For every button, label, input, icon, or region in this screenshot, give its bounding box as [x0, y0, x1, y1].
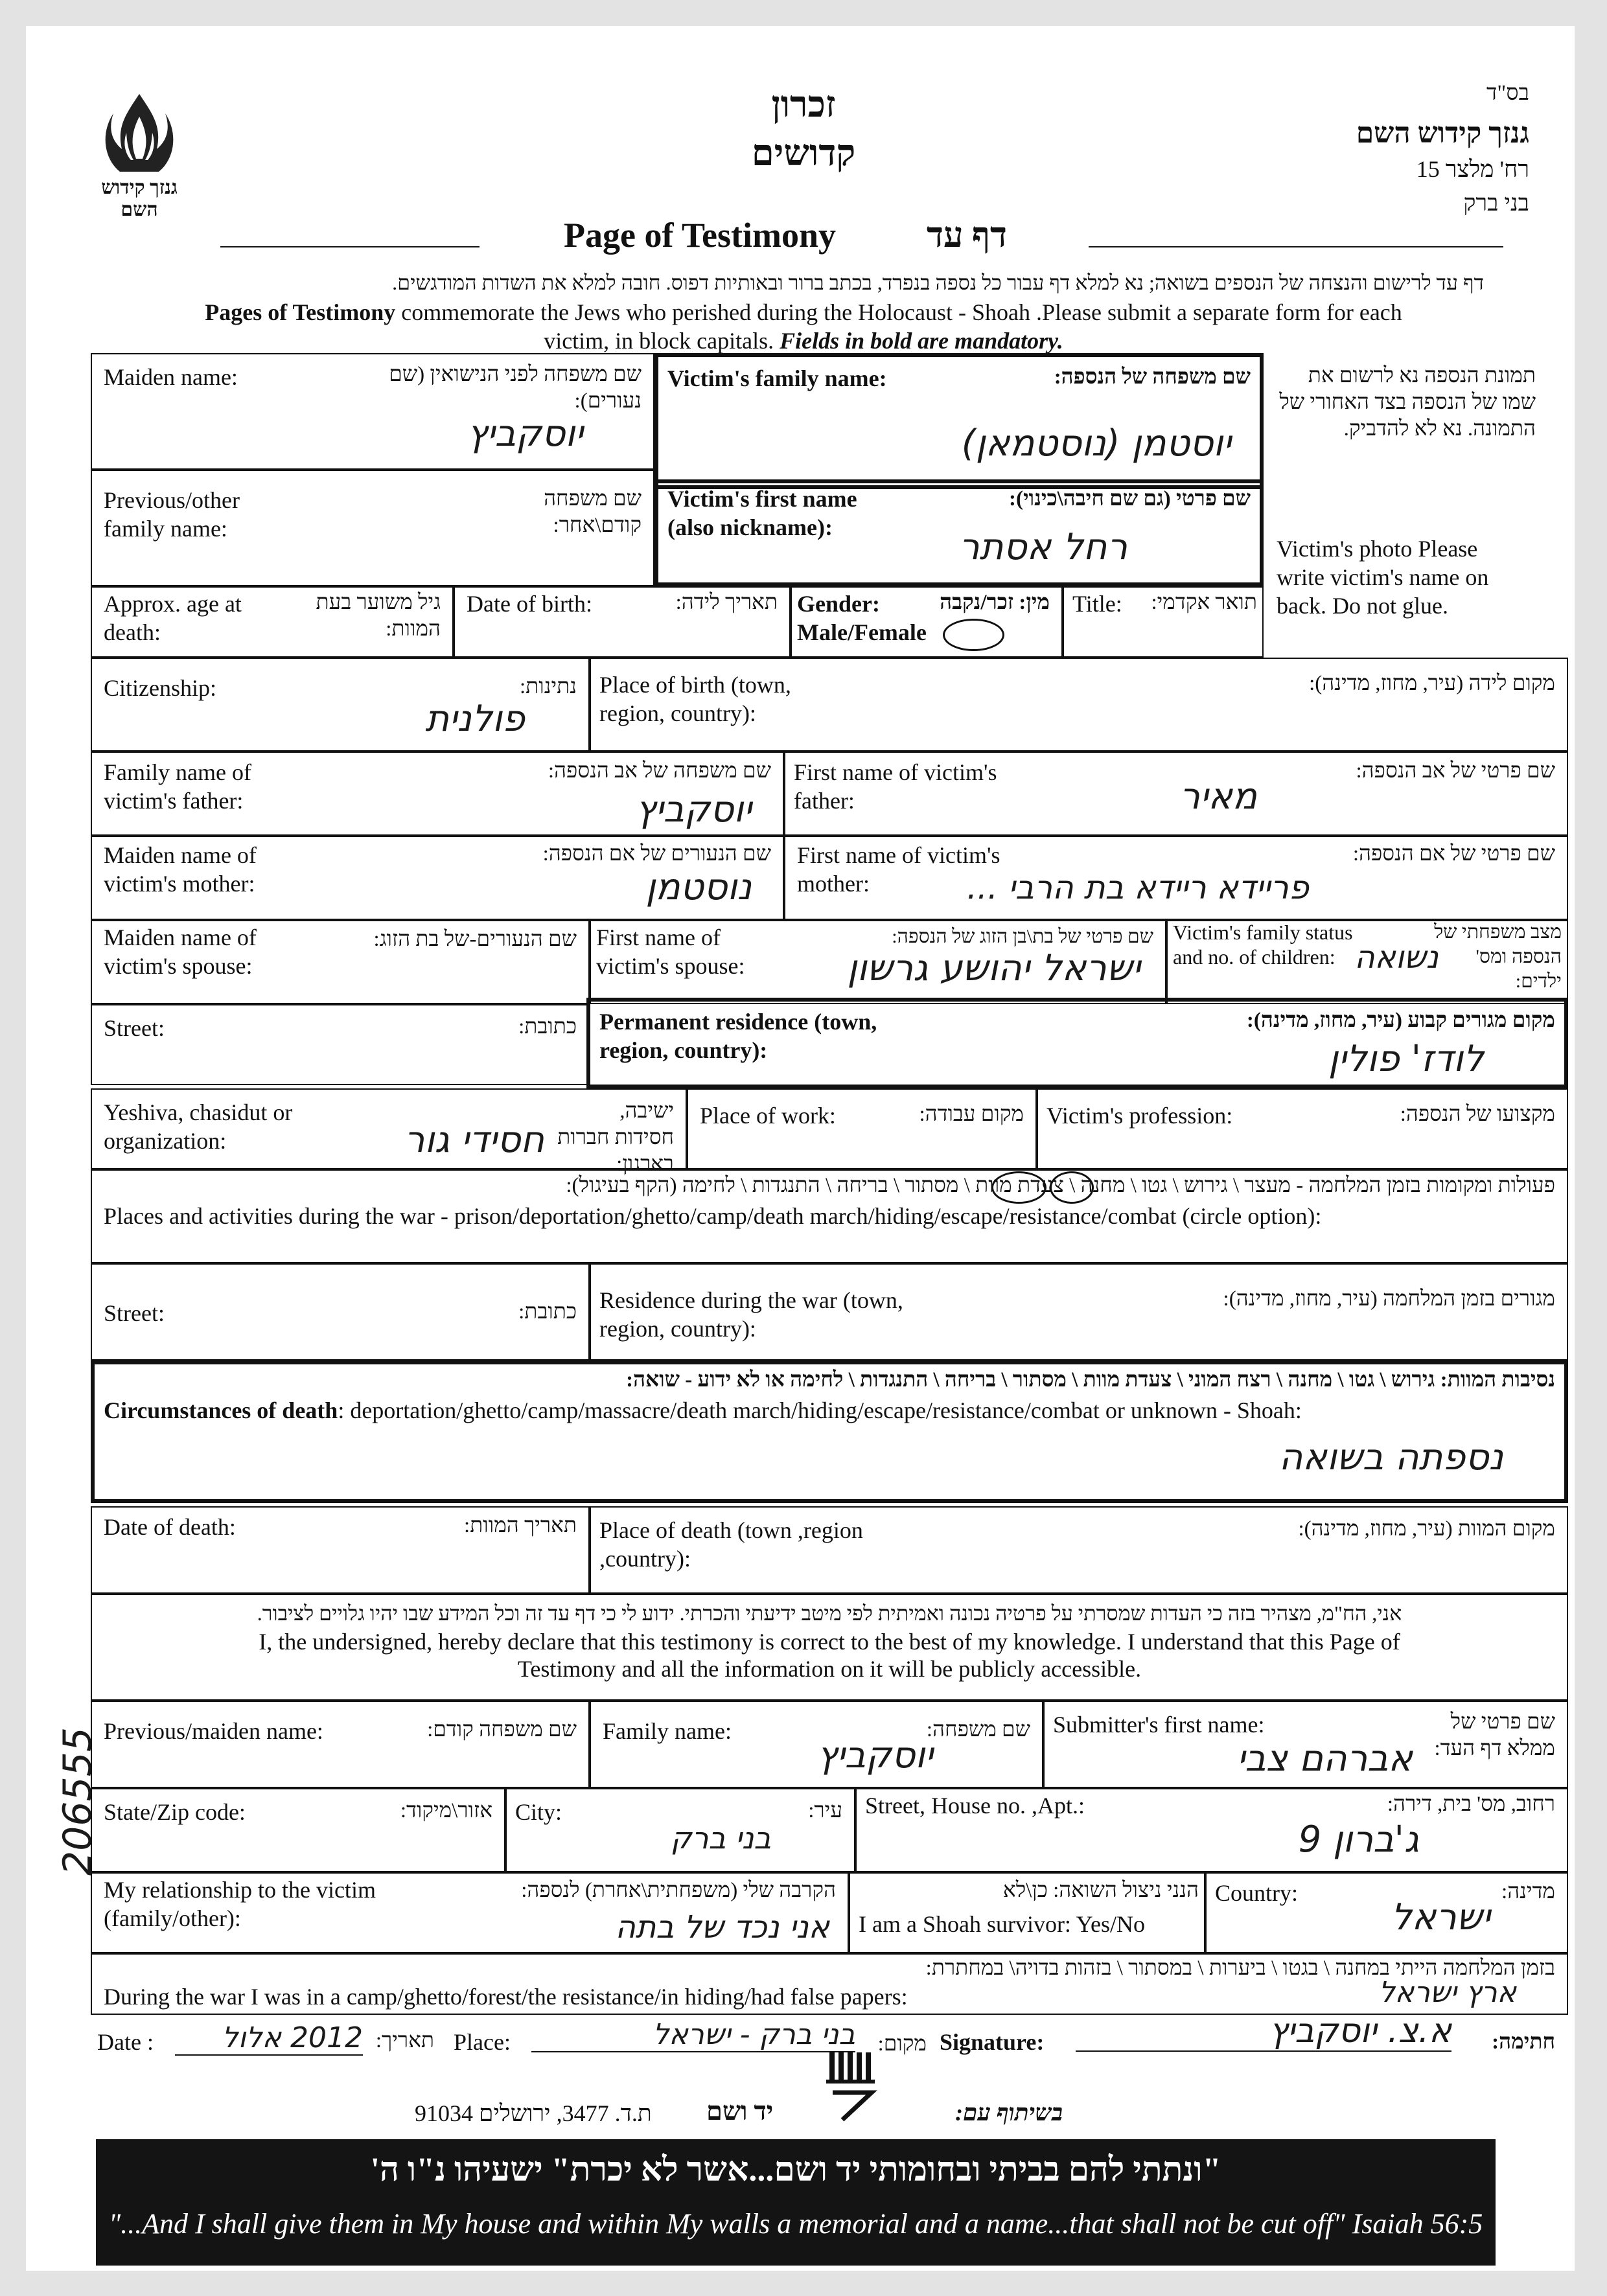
country-label-en: Country: [1215, 1880, 1299, 1906]
intro-en [104, 298, 1503, 355]
father-first-name-label-en: First name of victim's father: [794, 759, 997, 814]
war-street-label-he: כתובת: [518, 1300, 577, 1324]
age-at-death-label-he: גיל משוער בעת המוות: [316, 591, 441, 641]
archive-logo [91, 87, 188, 224]
relationship-label-en: My relationship to the victim (family/other): [104, 1877, 376, 1931]
spouse-first-name-label-he: שם פרטי של בת\בן הזוג של הנספה: [892, 926, 1153, 947]
archive-address: רח' מלצר 15 [1416, 156, 1529, 182]
during-war-en: During the war I was in a camp/ghetto/forest/the resistance/in hiding/had false papers: [104, 1984, 908, 2010]
yad-vashem-name: יד ושם [706, 2096, 774, 2126]
spouse-first-name-label-en: First name of victim's spouse: [596, 924, 745, 979]
place-of-work-label-he: מקום עבודה: [919, 1103, 1024, 1126]
intro-he: דף עד לרישום והנצחה של הנספים בשואה; נא למלא דף עבור כל נספה בנפרד, בכתב ברור ובאותיות דפוס. חובה למלא את השדות המודגשים. [392, 271, 1484, 294]
maiden-name-label-en: Maiden name: [104, 364, 238, 390]
victim-first-name-label-en: Victim's first name (also nickname): [667, 486, 857, 540]
page-title-en: Page of Testimony [564, 216, 837, 255]
date-of-death-label-en: Date of death: [104, 1514, 236, 1540]
header-kedoshim: קדושים [751, 133, 856, 174]
war-activities-en: Places and activities during the war - prison/deportation/ghetto/camp/death march/hiding/escape/resistance/combat (circle option): [104, 1203, 1322, 1229]
family-status-label-en: Victim's family status and no. of children: [1173, 921, 1353, 969]
place-of-death-label-he: מקום המוות (עיר, מחוז, מדינה): [1298, 1517, 1555, 1541]
war-ghetto-circle [1050, 1171, 1094, 1204]
submitter-first-name-value: אברהם צבי [1236, 1738, 1413, 1780]
yeshiva-label-en: Yeshiva, chasidut or organization: [104, 1099, 293, 1154]
country-value: ישראל [1391, 1896, 1490, 1938]
war-residence-label-en: Residence during the war (town, region, country): [599, 1287, 903, 1342]
father-family-name-label-en: Family name of victim's father: [104, 759, 251, 814]
footer-banner [96, 2139, 1496, 2266]
state-zip-label-en: State/Zip code: [104, 1799, 246, 1825]
intro-en-line1: commemorate the Jews who perished during the Holocaust - Shoah .Please submit a separate form for each [395, 299, 1402, 325]
city-value: בני ברק [670, 1820, 771, 1855]
intro-en-bold: Pages of Testimony [205, 299, 396, 325]
place-of-death-label-en: Place of death (town ,region ,country): [599, 1517, 863, 1572]
circumstances-en [104, 1396, 1562, 1425]
victim-family-name-value: יוסטמן (נוסטמאן) [961, 422, 1231, 465]
submitter-previous-name-label-en: Previous/maiden name: [104, 1718, 323, 1744]
yeshiva-label-he: ישיבה, חסידות חברות בארגון: [557, 1099, 674, 1176]
submitter-family-name-label-en: Family name: [603, 1718, 732, 1744]
page-title-he: דף עד [927, 216, 1007, 255]
header-rule-right [1089, 246, 1503, 247]
spouse-maiden-name-label-en: Maiden name of victim's spouse: [104, 924, 257, 979]
war-street-label-en: Street: [104, 1300, 165, 1326]
mother-maiden-name-label-en: Maiden name of victim's mother: [104, 842, 257, 897]
intro-en-line2: victim, in block capitals. [544, 328, 780, 354]
footer-quote-he: "ונתתי להם בביתי ובחומותי יד ושם...אשר לא יכרת" ישעיהו נ"ו ה' [370, 2152, 1221, 2188]
victim-family-name-label-en: Victim's family name: [667, 365, 887, 391]
victim-family-name-label-he: שם משפחה של הנספה: [1054, 365, 1251, 389]
yad-vashem-logo-icon [823, 2047, 881, 2125]
city-label-he: עיר: [808, 1799, 842, 1822]
declaration-en-2: Testimony and all the information on it will be publicly accessible. [517, 1656, 1142, 1682]
mother-first-name-value: פריידא ריידא בת הרבי ... [967, 869, 1309, 906]
relationship-value: אני נכד של בתה [615, 1909, 829, 1946]
father-first-name-label-he: שם פרטי של אב הנספה: [1356, 759, 1555, 783]
date-of-birth-label-en: Date of birth: [467, 591, 592, 617]
war-residence-label-he: מגורים בזמן המלחמה (עיר, מחוז, מדינה): [1223, 1287, 1555, 1311]
footer-quote-en: "...And I shall give them in My house and within My walls a memorial and a name...that shall not be cut off" Isaiah 56:5 [108, 2208, 1483, 2240]
photo-instructions-he: תמונת הנספה נא לרשום את שמו של הנספה בצד האחורי של התמונה. נא לא להדביק. [1279, 364, 1536, 441]
submitter-street-value: ג'ברון 9 [1298, 1819, 1419, 1861]
spouse-maiden-name-label-he: שם הנעורים-של בת הזוג: [373, 928, 577, 951]
signature-label-en: Signature: [940, 2029, 1045, 2055]
intro-en-mandatory: Fields in bold are mandatory. [780, 328, 1063, 354]
circumstances-value: נספתה בשואה [1278, 1436, 1503, 1478]
citizenship-label-he: נתינות: [520, 675, 577, 698]
circumstances-en-bold: Circumstances of death [104, 1397, 338, 1423]
header-zikhron: זכרון [771, 85, 836, 125]
testimony-sheet [26, 26, 1575, 2271]
war-camp-circle [991, 1171, 1046, 1204]
archive-city: בני ברק [1463, 190, 1529, 216]
gender-female-circle [943, 619, 1004, 651]
family-status-value: נשואה [1354, 939, 1439, 976]
citizenship-value: פולנית [425, 698, 525, 740]
submitter-first-name-label-he: שם פרטי של ממלא דף העד: [1434, 1710, 1555, 1760]
yeshiva-value: חסידי גור [404, 1119, 544, 1161]
maiden-name-value: יוסקביץ [467, 413, 583, 455]
previous-family-name-label-he: שם משפחה קודם\אחר: [544, 487, 642, 537]
signature-label-he: חתימה: [1492, 2030, 1555, 2054]
circumstances-en-rest: : deportation/ghetto/camp/massacre/death march/hiding/escape/resistance/combat or unknown - Shoah: [338, 1397, 1302, 1423]
submitter-previous-name-label-he: שם משפחה קודם: [427, 1718, 577, 1741]
date-label-he: תאריך: [375, 2029, 434, 2052]
family-status-label-he: מצב משפחתי של הנספה ומס' ילדים: [1434, 921, 1562, 992]
bsd-mark: בס"ד [1486, 81, 1529, 105]
submitter-family-name-value: יוסקביץ [817, 1734, 933, 1776]
victim-first-name-value: רחל אסתר [958, 526, 1127, 568]
during-war-value: ארץ ישראל [1378, 1976, 1516, 2009]
date-value[interactable]: 2012 אלול [175, 2021, 363, 2056]
date-label-en: Date : [97, 2029, 154, 2055]
circumstances-he: נסיבות המוות: גירוש \ גטו \ מחנה \ רצח המוני \ צעדת מוות \ מסתור \ בריחה \ התנגדות \ לחימה או לא ידוע - שואה: [626, 1368, 1555, 1392]
profession-label-he: מקצועו של הנספה: [1400, 1103, 1555, 1126]
father-family-name-label-he: שם משפחה של אב הנספה: [548, 759, 771, 783]
place-value[interactable]: בני ברק - ישראל [531, 2018, 855, 2052]
place-of-birth-label-en: Place of birth (town, region, country): [599, 672, 791, 726]
mother-first-name-label-en: First name of victim's mother: [797, 842, 1000, 897]
place-label-he: מקום: [877, 2032, 927, 2056]
place-of-work-label-en: Place of work: [700, 1103, 836, 1129]
yad-vashem-address: ת.ד. 3477, ירושלים 91034 [415, 2100, 652, 2126]
mother-maiden-name-label-he: שם הנעורים של אם הנספה: [542, 842, 771, 866]
margin-archive-number: 206555 [55, 1727, 100, 1876]
logo-text: גנזך קידוש השם [101, 177, 178, 220]
permanent-residence-label-en: Permanent residence (town, region, country): [599, 1009, 877, 1063]
submitter-street-label-en: Street, House no. ,Apt.: [865, 1793, 1085, 1819]
gender-label-he: מין: זכר/נקבה [940, 591, 1050, 614]
profession-label-en: Victim's profession: [1046, 1103, 1233, 1129]
declaration-he: אני, הח"מ, מצהיר בזה כי העדות שמסרתי על פרטיה נכונה ואמיתית לפי מיטב ידיעתי והכרתי. ידוע לי כי דף עד זה וכל המידע שבו יהיו גלויים לציבור. [257, 1601, 1402, 1625]
photo-instructions-en: Victim's photo Please write victim's name on back. Do not glue. [1277, 536, 1489, 619]
victim-first-name-label-he: שם פרטי (גם שם חיבה\כינוי): [1009, 487, 1251, 511]
declaration-en-1: I, the undersigned, hereby declare that this testimony is correct to the best of my knowledge. I understand that this Page of [259, 1629, 1400, 1655]
archive-name: גנזך קידוש השם [1356, 117, 1529, 149]
maiden-name-label-he: שם משפחה לפני הנישואין (שם נעורים): [389, 363, 642, 413]
signature-value[interactable]: א.צ. יוסקביץ [1076, 2012, 1451, 2052]
title-label-he: תואר אקדמי: [1151, 591, 1257, 614]
gender-label-en: Gender: Male/Female [797, 591, 927, 645]
city-label-en: City: [515, 1799, 562, 1825]
place-label-en: Place: [454, 2029, 511, 2055]
submitter-family-name-label-he: שם משפחה: [926, 1718, 1030, 1741]
submitter-street-label-he: רחוב, מס' בית, דירה: [1387, 1793, 1555, 1816]
place-of-birth-label-he: מקום לידה (עיר, מחוז, מדינה): [1309, 672, 1555, 695]
age-at-death-label-en: Approx. age at death: [104, 591, 242, 645]
previous-family-name-label-en: Previous/other family name: [104, 487, 240, 542]
country-label-he: מדינה: [1501, 1880, 1555, 1903]
survivor-label-en: I am a Shoah survivor: Yes/No [859, 1911, 1145, 1937]
street-label-en: Street: [104, 1015, 165, 1041]
date-of-birth-label-he: תאריך לידה: [675, 591, 778, 614]
mother-first-name-label-he: שם פרטי של אם הנספה: [1352, 842, 1555, 866]
relationship-label-he: הקרבה שלי (משפחתית\אחרת) לנספה: [521, 1879, 836, 1902]
citizenship-label-en: Citizenship: [104, 675, 216, 701]
during-war-he: בזמן המלחמה הייתי במחנה \ בגטו \ ביערות \ במסתור \ בזהות בדויה\ במחתרת: [925, 1957, 1555, 1980]
date-of-death-label-he: תאריך המוות: [464, 1514, 577, 1537]
header-rule-left [220, 246, 480, 247]
war-activities-he: פעולות ומקומות בזמן המלחמה - מעצר \ גירוש \ גטו \ מחנה \ צעדת מוות \ מסתור \ בריחה \ התנגדות \ לחימה (הקף בעיגול): [566, 1174, 1555, 1197]
mother-maiden-name-value: נוסטמן [645, 866, 752, 908]
father-family-name-value: יוסקביץ [636, 788, 752, 831]
cooperation-label: בשיתוף עם: [955, 2100, 1063, 2126]
street-label-he: כתובת: [518, 1015, 577, 1039]
submitter-first-name-label-en: Submitter's first name: [1053, 1712, 1265, 1738]
permanent-residence-value: לודז' פולין [1328, 1038, 1484, 1080]
father-first-name-value: מאיר [1179, 775, 1257, 818]
title-label-en: Title: [1072, 591, 1122, 617]
survivor-label-he: הנני ניצול השואה: כן\לא [1002, 1879, 1199, 1902]
spouse-first-name-value: ישראל יהושע גרשון [847, 947, 1140, 989]
permanent-residence-label-he: מקום מגורים קבוע (עיר, מחוז, מדינה): [1246, 1009, 1555, 1032]
state-zip-label-he: אזור\מיקוד: [400, 1799, 492, 1822]
